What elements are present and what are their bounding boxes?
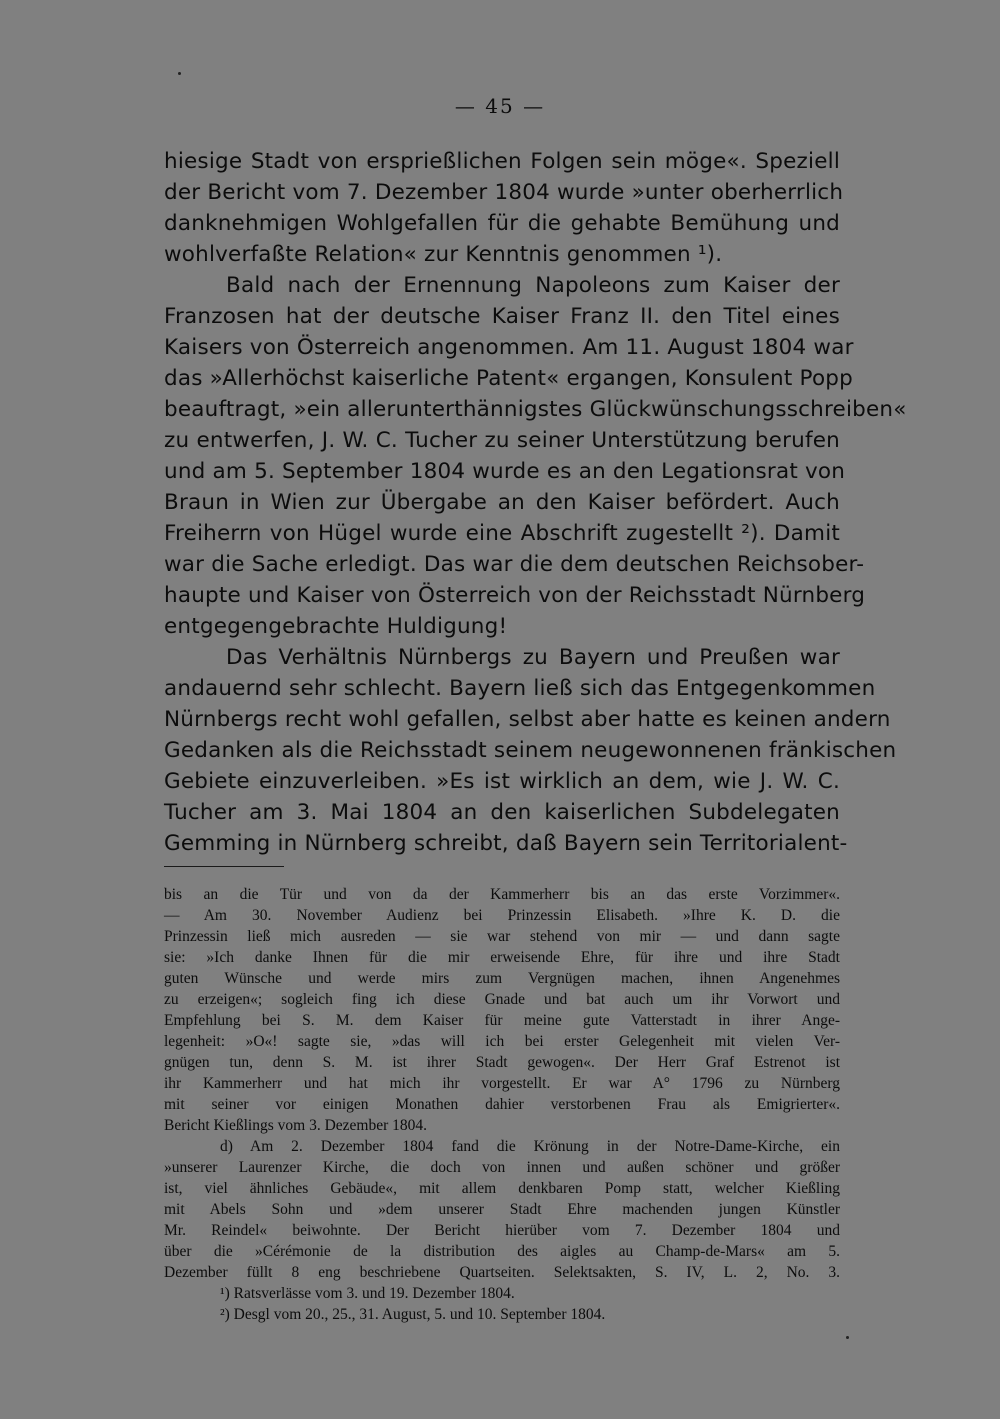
body-text-line: Gebiete einzuverleiben. »Es ist wirklich an dem, wie J. W. C.: [164, 769, 840, 794]
footnote-line: Empfehlung bei S. M. dem Kaiser für meine gute Vatterstadt in ihrer Ange-: [164, 1012, 840, 1029]
footnote-line: »unserer Laurenzer Kirche, die doch von innen und außen schöner und größer: [164, 1159, 840, 1176]
body-text-line: Gedanken als die Reichsstadt seinem neugewonnenen fränkischen: [164, 738, 897, 763]
footnote-line: Mr. Reindel« beiwohnte. Der Bericht hierüber vom 7. Dezember 1804 und: [164, 1222, 840, 1239]
body-text-line: Kaisers von Österreich angenommen. Am 11. August 1804 war: [164, 335, 854, 360]
footnote-line: gnügen tun, denn S. M. ist ihrer Stadt gewogen«. Der Herr Graf Estrenot ist: [164, 1054, 840, 1071]
body-text-line: andauernd sehr schlecht. Bayern ließ sich das Entgegenkommen: [164, 676, 876, 701]
footnote-line: ihr Kammerherr und hat mich ihr vorgestellt. Er war A° 1796 zu Nürnberg: [164, 1075, 840, 1092]
body-text-line: Freiherrn von Hügel wurde eine Abschrift zugestellt ²). Damit: [164, 521, 840, 546]
footnote-line: mit Abels Sohn und »dem unserer Stadt Ehre machenden jungen Künstler: [164, 1201, 840, 1218]
body-text-line: war die Sache erledigt. Das war die dem deutschen Reichsober-: [164, 552, 865, 577]
footnote-line: sie: »Ich danke Ihnen für die mir erweisende Ehre, für ihre und ihre Stadt: [164, 949, 840, 966]
body-text-line: Tucher am 3. Mai 1804 an den kaiserlichen Subdelegaten: [164, 800, 840, 825]
footnote-line: Prinzessin ließ mich ausreden — sie war stehend von mir — und dann sagte: [164, 928, 840, 945]
body-text-line: beauftragt, »ein allerunterthännigstes Glückwünschungsschreiben«: [164, 397, 907, 422]
body-text-line: zu entwerfen, J. W. C. Tucher zu seiner Unterstützung berufen: [164, 428, 840, 453]
body-text-line: entgegengebrachte Huldigung!: [164, 614, 508, 639]
footnote-line: ist, viel ähnliches Gebäude«, mit allem denkbaren Pomp statt, welcher Kießling: [164, 1180, 840, 1197]
footnote-line: — Am 30. November Audienz bei Prinzessin Elisabeth. »Ihre K. D. die: [164, 907, 840, 924]
scan-speck: [178, 72, 181, 75]
body-text-line: Bald nach der Ernennung Napoleons zum Kaiser der: [226, 273, 840, 298]
footnote-line: Bericht Kießlings vom 3. Dezember 1804.: [164, 1117, 428, 1134]
body-text-line: hiesige Stadt von ersprießlichen Folgen sein möge«. Speziell: [164, 149, 840, 174]
scan-speck: [846, 1336, 849, 1339]
body-text-line: wohlverfaßte Relation« zur Kenntnis genommen ¹).: [164, 242, 723, 267]
page-number: — 45 —: [454, 94, 546, 118]
footnote-line: mit seiner vor einigen Monathen dahier verstorbenen Frau als Emigrierter«.: [164, 1096, 840, 1113]
body-text-line: danknehmigen Wohlgefallen für die gehabte Bemühung und: [164, 211, 840, 236]
body-text-line: Gemming in Nürnberg schreibt, daß Bayern sein Territorialent-: [164, 831, 848, 856]
body-text-line: und am 5. September 1804 wurde es an den Legationsrat von: [164, 459, 846, 484]
body-text-line: haupte und Kaiser von Österreich von der Reichsstadt Nürnberg: [164, 583, 866, 608]
body-text-line: der Bericht vom 7. Dezember 1804 wurde »unter oberherrlich: [164, 180, 844, 205]
footnote-line: d) Am 2. Dezember 1804 fand die Krönung in der Notre-Dame-Kirche, ein: [220, 1138, 840, 1155]
footnotes: [164, 884, 840, 1325]
footnote-line: ²) Desgl vom 20., 25., 31. August, 5. und 10. September 1804.: [220, 1306, 606, 1323]
body-text-line: Braun in Wien zur Übergabe an den Kaiser befördert. Auch: [164, 490, 840, 515]
footnote-line: legenheit: »O«! sagte sie, »das will ich bei erster Gelegenheit mit vielen Ver-: [164, 1033, 840, 1050]
body-text-line: Franzosen hat der deutsche Kaiser Franz II. den Titel eines: [164, 304, 840, 329]
footnote-line: über die »Cérémonie de la distribution des aigles au Champ-de-Mars« am 5.: [164, 1243, 840, 1260]
footnote-line: bis an die Tür und von da der Kammerherr bis an das erste Vorzimmer«.: [164, 886, 840, 903]
body-text: [164, 146, 907, 859]
footnote-line: guten Wünsche und werde mirs zum Vergnügen machen, ihnen Angenehmes: [164, 970, 840, 987]
body-text-line: das »Allerhöchst kaiserliche Patent« ergangen, Konsulent Popp: [164, 366, 853, 391]
footnote-line: ¹) Ratsverlässe vom 3. und 19. Dezember 1804.: [220, 1285, 515, 1302]
body-text-line: Das Verhältnis Nürnbergs zu Bayern und Preußen war: [226, 645, 840, 670]
footnote-line: Dezember füllt 8 eng beschriebene Quartseiten. Selektsakten, S. IV, L. 2, No. 3.: [164, 1264, 840, 1281]
body-text-line: Nürnbergs recht wohl gefallen, selbst aber hatte es keinen andern: [164, 707, 891, 732]
footnote-separator: [164, 866, 284, 867]
footnote-line: zu erzeigen«; sogleich fing ich diese Gnade und bat auch um ihr Vorwort und: [164, 991, 840, 1008]
